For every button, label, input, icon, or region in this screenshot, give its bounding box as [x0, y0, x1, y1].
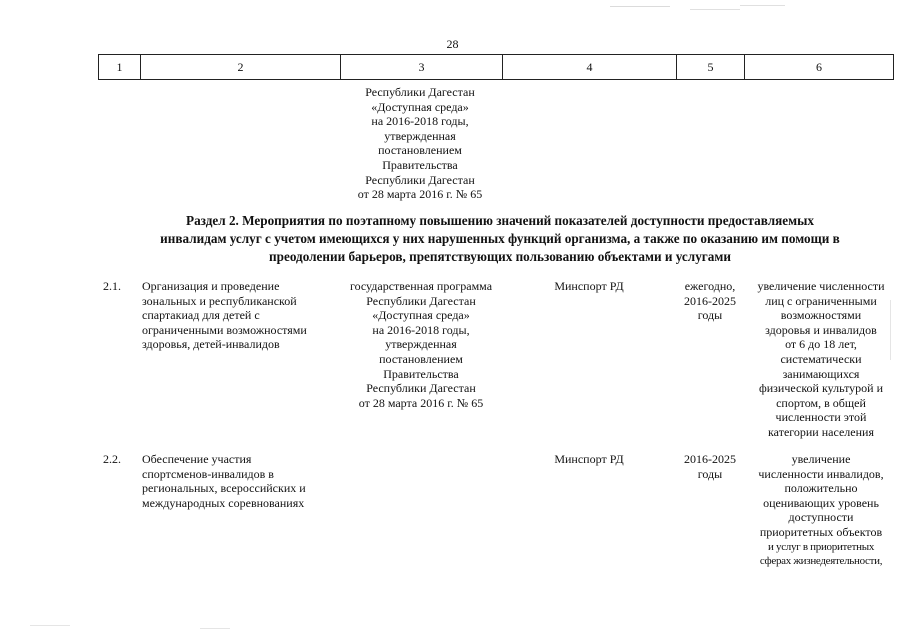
- text-line: годы: [697, 466, 723, 481]
- text-line: Республики Дагестан: [365, 85, 475, 99]
- executor-cell: Минспорт РД: [554, 452, 624, 466]
- text-line: годы: [697, 308, 723, 323]
- text-line: Республики Дагестан: [366, 381, 476, 396]
- text-line: зональных и республиканской: [142, 293, 297, 308]
- text-line: «Доступная среда»: [371, 99, 469, 114]
- column-number-6: 6: [744, 55, 894, 79]
- section-title-line: инвалидам услуг с учетом имеющихся у них нарушенных функций организма, а также по оказанию им помощи в: [160, 231, 840, 246]
- text-line: от 28 марта 2016 г. № 65: [358, 395, 484, 410]
- text-line: на 2016-2018 годы,: [371, 114, 469, 129]
- text-line: спартакиад для детей с: [142, 308, 260, 323]
- text-line: категории населения: [768, 424, 874, 439]
- column-number-2: 2: [140, 55, 340, 79]
- text-line: Правительства: [382, 157, 458, 172]
- text-line: Организация и проведение: [142, 279, 280, 293]
- result-cell: [744, 452, 898, 569]
- text-line: здоровья и инвалидов: [765, 322, 877, 337]
- text-line: ограниченными возможностями: [142, 322, 307, 337]
- text-line: 2016-2025: [684, 293, 736, 308]
- text-line: от 28 марта 2016 г. № 65: [357, 187, 483, 202]
- text-line: утвержденная: [385, 337, 457, 352]
- section-title-line: преодолении барьеров, препятствующих пользованию объектами и услугами: [269, 249, 731, 264]
- section-title: [105, 212, 895, 266]
- text-line: здоровья, детей-инвалидов: [142, 337, 280, 352]
- column-number-4: 4: [502, 55, 676, 79]
- page-number: 28: [446, 37, 459, 51]
- text-line: сферах жизнедеятельности,: [759, 555, 883, 568]
- text-line: постановлением: [379, 351, 463, 366]
- text-line: Республики Дагестан: [366, 293, 476, 308]
- text-line: ежегодно,: [684, 279, 736, 293]
- column-number-3: 3: [340, 55, 502, 79]
- text-line: численности инвалидов,: [758, 466, 884, 481]
- text-line: лиц с ограниченными: [765, 293, 877, 308]
- text-line: международных соревнованиях: [142, 495, 305, 510]
- measure-cell: [142, 452, 342, 510]
- scan-speck: [890, 300, 891, 360]
- text-line: постановлением: [378, 143, 462, 158]
- text-line: 2016-2025: [684, 452, 736, 466]
- term-cell: [676, 452, 744, 481]
- text-line: положительно: [784, 481, 858, 496]
- text-line: Правительства: [383, 366, 459, 381]
- text-line: Обеспечение участия: [142, 452, 252, 466]
- text-line: доступности: [788, 510, 854, 525]
- scan-speck: [200, 628, 230, 629]
- text-line: приоритетных объектов: [759, 524, 883, 539]
- term-cell: [676, 279, 744, 323]
- text-line: оценивающих уровень: [763, 495, 879, 510]
- text-line: занимающихся: [782, 366, 860, 381]
- scan-speck: [610, 6, 670, 7]
- scan-speck: [740, 5, 785, 6]
- text-line: и услуг в приоритетных: [767, 540, 875, 553]
- continuation-program-text: [340, 85, 500, 202]
- basis-cell: [340, 279, 502, 410]
- text-line: численности этой: [775, 410, 867, 425]
- scan-speck: [690, 9, 740, 10]
- text-line: Республики Дагестан: [365, 172, 475, 187]
- text-line: государственная программа: [349, 279, 493, 293]
- row-number: 2.1.: [103, 279, 121, 293]
- text-line: от 6 до 18 лет,: [785, 337, 857, 352]
- column-number-1: 1: [98, 55, 140, 79]
- executor-cell: Минспорт РД: [554, 279, 624, 293]
- text-line: утвержденная: [384, 128, 456, 143]
- measure-cell: [142, 279, 342, 352]
- column-number-5: 5: [676, 55, 744, 79]
- text-line: систематически: [780, 351, 862, 366]
- text-line: увеличение: [791, 452, 851, 466]
- row-number: 2.2.: [103, 452, 121, 466]
- text-line: увеличение численности: [757, 279, 885, 293]
- section-title-line: Раздел 2. Мероприятия по поэтапному повышению значений показателей доступности предоставляемых: [186, 213, 814, 228]
- text-line: «Доступная среда»: [372, 308, 470, 323]
- scan-speck: [30, 625, 70, 626]
- text-line: региональных, всероссийских и: [142, 481, 306, 496]
- text-line: возможностями: [780, 308, 862, 323]
- text-line: физической культурой и: [758, 381, 884, 396]
- text-line: спортом, в общей: [776, 395, 866, 410]
- result-cell: [744, 279, 898, 440]
- column-number-row: [98, 54, 894, 80]
- text-line: на 2016-2018 годы,: [372, 322, 470, 337]
- text-line: спортсменов-инвалидов в: [142, 466, 274, 481]
